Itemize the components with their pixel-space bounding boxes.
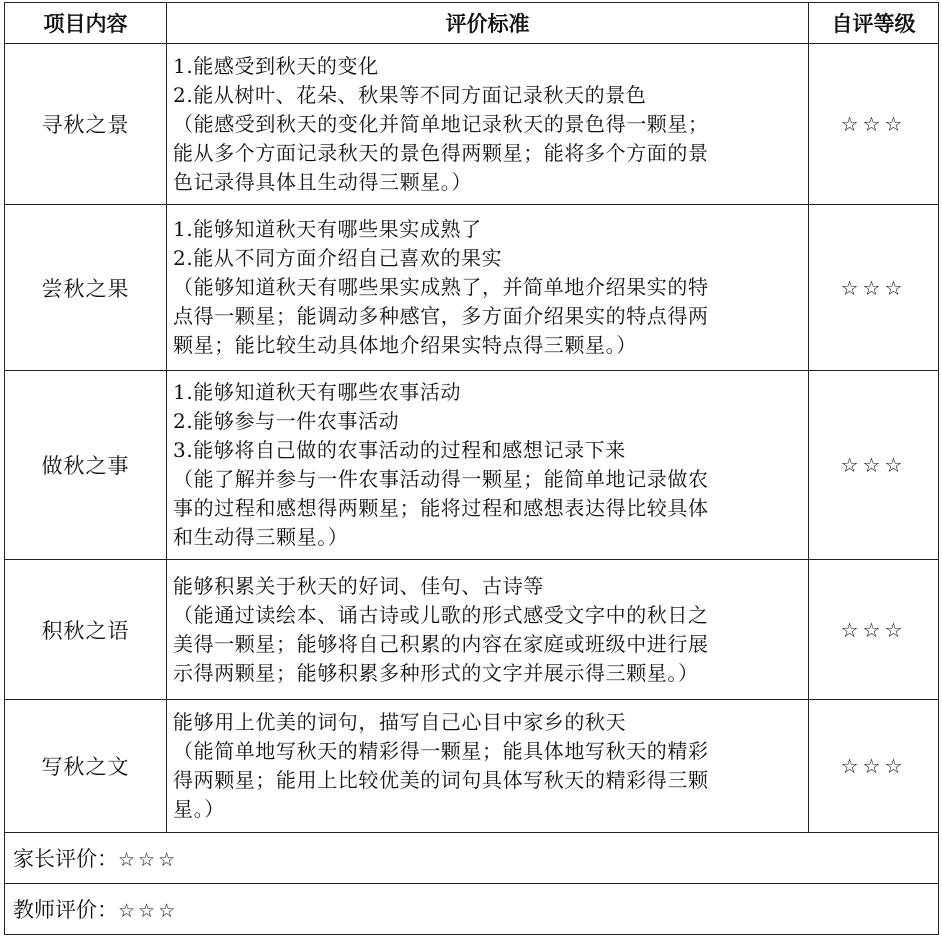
criteria-line: 事的过程和感想得两颗星；能将过程和感想表达得比较具体 <box>173 496 709 520</box>
criteria-cell <box>167 205 809 371</box>
header-self-grade: 自评等级 <box>809 3 939 44</box>
criteria-line: 2.能够参与一件农事活动 <box>173 409 400 433</box>
table-row <box>5 371 939 560</box>
criteria-line: 美得一颗星；能够将自己积累的内容在家庭或班级中进行展 <box>173 631 709 656</box>
criteria-line: 和生动得三颗星。） <box>173 525 349 549</box>
criteria-line: 能从多个方面记录秋天的景色得两颗星；能将多个方面的景 <box>173 140 709 165</box>
criteria-line: 得两颗星；能用上比较优美的词句具体写秋天的精彩得三颗 <box>173 768 709 792</box>
item-name: 寻秋之景 <box>5 44 167 205</box>
criteria-line: 1.能感受到秋天的变化 <box>173 53 379 78</box>
criteria-line: 星。） <box>173 797 225 821</box>
criteria-line: 2.能从树叶、花朵、秋果等不同方面记录秋天的景色 <box>173 82 647 107</box>
header-row <box>5 3 939 44</box>
criteria-cell <box>167 700 809 833</box>
self-grade-stars: ☆☆☆ <box>809 700 939 833</box>
item-name: 尝秋之果 <box>5 205 167 371</box>
header-item: 项目内容 <box>5 3 167 44</box>
criteria-line: 1.能够知道秋天有哪些农事活动 <box>173 380 462 404</box>
parent-evaluation <box>5 833 939 884</box>
table-row <box>5 44 939 205</box>
criteria-line: 点得一颗星；能调动多种感官，多方面介绍果实的特点得两 <box>173 304 709 328</box>
item-name: 做秋之事 <box>5 371 167 560</box>
criteria-line: 颗星；能比较生动具体地介绍果实特点得三颗星。） <box>173 333 637 357</box>
self-grade-stars: ☆☆☆ <box>809 44 939 205</box>
criteria-line: 能够用上优美的词句，描写自己心目中家乡的秋天 <box>173 710 627 734</box>
parent-evaluation-label: 家长评价： <box>13 847 118 871</box>
teacher-evaluation-label: 教师评价： <box>13 898 118 922</box>
self-grade-stars: ☆☆☆ <box>809 371 939 560</box>
parent-evaluation-row <box>5 833 939 884</box>
teacher-evaluation-stars: ☆☆☆ <box>118 900 179 922</box>
criteria-line: 色记录得具体且生动得三颗星。） <box>173 169 472 194</box>
table-row <box>5 700 939 833</box>
criteria-cell <box>167 560 809 700</box>
criteria-line: （能感受到秋天的变化并简单地记录秋天的景色得一颗星； <box>173 111 709 136</box>
criteria-line: （能了解并参与一件农事活动得一颗星；能简单地记录做农 <box>173 467 709 491</box>
item-name: 写秋之文 <box>5 700 167 833</box>
criteria-cell <box>167 44 809 205</box>
parent-evaluation-stars: ☆☆☆ <box>118 849 179 871</box>
item-name: 积秋之语 <box>5 560 167 700</box>
header-criteria: 评价标准 <box>167 3 809 44</box>
criteria-line: （能够知道秋天有哪些果实成熟了，并简单地介绍果实的特 <box>173 275 709 299</box>
table-row <box>5 205 939 371</box>
criteria-line: 2.能从不同方面介绍自己喜欢的果实 <box>173 246 503 270</box>
evaluation-table <box>4 2 939 935</box>
criteria-line: 示得两颗星；能够积累多种形式的文字并展示得三颗星。） <box>173 660 699 685</box>
table-row <box>5 560 939 700</box>
self-grade-stars: ☆☆☆ <box>809 560 939 700</box>
criteria-line: 3.能够将自己做的农事活动的过程和感想记录下来 <box>173 438 626 462</box>
criteria-line: 能够积累关于秋天的好词、佳句、古诗等 <box>173 573 544 598</box>
criteria-line: （能简单地写秋天的精彩得一颗星；能具体地写秋天的精彩 <box>173 739 709 763</box>
criteria-line: （能通过读绘本、诵古诗或儿歌的形式感受文字中的秋日之 <box>173 602 709 627</box>
self-grade-stars: ☆☆☆ <box>809 205 939 371</box>
teacher-evaluation <box>5 884 939 935</box>
teacher-evaluation-row <box>5 884 939 935</box>
criteria-line: 1.能够知道秋天有哪些果实成熟了 <box>173 217 482 241</box>
criteria-cell <box>167 371 809 560</box>
